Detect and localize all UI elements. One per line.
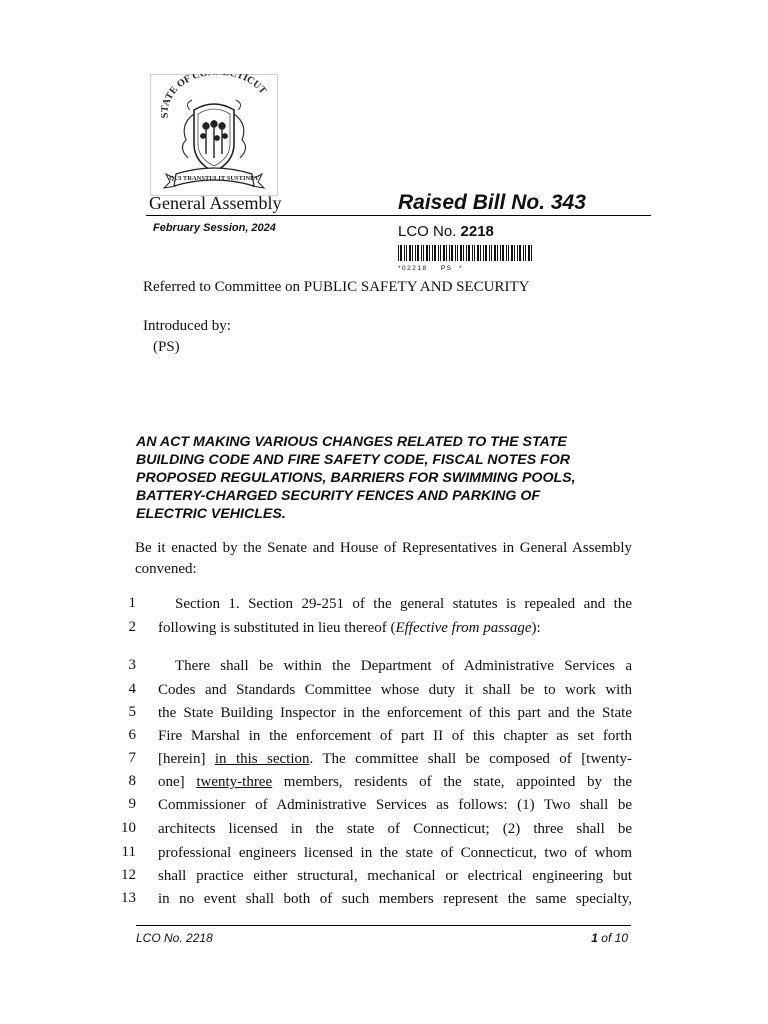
barcode (398, 245, 536, 272)
line-number: 3 (128, 657, 136, 673)
inserted-text: twenty-three (196, 774, 273, 790)
footer-lco: LCO No. 2218 (136, 931, 213, 945)
text-line: [herein] in this section. The committee shall be composed of [twenty- (158, 751, 633, 767)
lco-number: 2218 (460, 223, 494, 240)
footer-rule (136, 925, 631, 926)
inserted-text: in this section (214, 751, 310, 767)
line-number: 7 (128, 750, 136, 766)
introduced-label: Introduced by: (143, 318, 231, 334)
act-title-line: BATTERY-CHARGED SECURITY FENCES AND PARKING OF (136, 488, 541, 504)
seal-motto: QUI TRANSTULIT SUSTINET (169, 175, 259, 182)
line-number: 9 (128, 796, 136, 812)
line-number: 11 (121, 844, 136, 860)
line-number: 13 (121, 890, 136, 906)
text-line: Fire Marshal in the enforcement of part II of this chapter as set forth (158, 728, 632, 744)
assembly-label: General Assembly (149, 193, 282, 213)
page-number: 1 of 10 (591, 931, 628, 945)
lco-prefix: LCO No. (398, 223, 457, 240)
act-title-line: AN ACT MAKING VARIOUS CHANGES RELATED TO THE STATE (136, 434, 567, 450)
introduced-by: (PS) (153, 339, 180, 355)
line-number: 10 (121, 820, 136, 836)
state-seal (150, 74, 278, 196)
line-number: 8 (128, 773, 136, 789)
text-line: architects licensed in the state of Connecticut; (2) three shall be (158, 821, 632, 837)
text-line: shall practice either structural, mechanical or electrical engineering but (158, 868, 632, 884)
committee-referral: Referred to Committee on PUBLIC SAFETY AND SECURITY (143, 279, 530, 295)
act-title-line: BUILDING CODE AND FIRE SAFETY CODE, FISCAL NOTES FOR (136, 452, 571, 468)
text-line: Section 1. Section 29-251 of the general statutes is repealed and the (175, 596, 632, 612)
lco-number-header (398, 223, 494, 240)
line-number: 5 (128, 704, 136, 720)
text-line: following is substituted in lieu thereof (Effective from passage): (158, 620, 541, 636)
text-line: Commissioner of Administrative Services as follows: (1) Two shall be (158, 797, 632, 813)
act-title-line: ELECTRIC VEHICLES. (136, 506, 286, 522)
bill-title: Raised Bill No. 343 (398, 191, 586, 214)
enacting-clause: Be it enacted by the Senate and House of Representatives in General Assembly convened: (135, 540, 632, 577)
seal-text-top: STATE OF C TICUT (159, 74, 269, 119)
act-title-line: PROPOSED REGULATIONS, BARRIERS FOR SWIMMING POOLS, (136, 470, 576, 486)
act-title (136, 433, 636, 523)
text-line: professional engineers licensed in the state of Connecticut, two of whom (158, 845, 632, 861)
barcode-text: *02218 PS * (398, 265, 464, 272)
text-line: in no event shall both of such members represent the same specialty, (158, 891, 632, 907)
barcode-icon (398, 245, 536, 261)
line-number: 4 (128, 681, 136, 697)
text-line: the State Building Inspector in the enforcement of this part and the State (158, 705, 632, 721)
svg-text:STATE OF CONNECTICUT (159, 74, 268, 119)
text-line: Codes and Standards Committee whose duty it shall be to work with (158, 682, 632, 698)
seal-icon (150, 74, 278, 196)
line-number: 1 (128, 595, 136, 611)
line-number: 6 (128, 727, 136, 743)
session-label: February Session, 2024 (153, 222, 276, 234)
text-line: one] twenty-three members, residents of the state, appointed by the (158, 774, 633, 790)
text-line: There shall be within the Department of Administrative Services a (175, 658, 632, 674)
header-rule (146, 215, 651, 216)
line-number: 12 (121, 867, 136, 883)
line-number: 2 (128, 619, 136, 635)
